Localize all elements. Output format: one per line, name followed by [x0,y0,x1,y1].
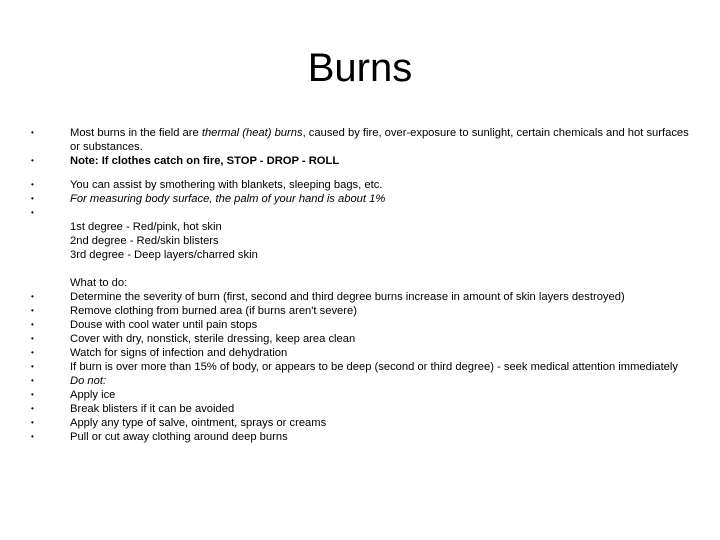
bullet: • [31,390,34,399]
list-item [0,402,720,416]
list-item-thermal-burns [0,126,720,154]
bullet: • [31,320,34,329]
text-segment: , caused by fire, over-exposure to sunlight, certain chemicals and hot surfaces or substances. [70,127,689,153]
list-item [0,430,720,444]
list-item [0,304,720,318]
list-item [0,416,720,430]
what-to-do-heading: What to do: [70,277,128,289]
slide-title: Burns [307,46,413,90]
bullet: • [31,194,34,203]
degree-3: 3rd degree - Deep layers/charred skin [70,249,258,261]
what-to-do-heading-row [0,276,720,290]
bullet: • [31,362,34,371]
degree-line [0,248,720,262]
list-item-palm [0,192,720,206]
list-item [0,360,720,374]
list-item [0,318,720,332]
list-item [0,388,720,402]
list-item [0,290,720,304]
step-text: Watch for signs of infection and dehydration [70,347,288,359]
do-not-heading: Do not: [70,375,107,387]
bullet: • [31,432,34,441]
do-not-text: Apply any type of salve, ointment, sprays or creams [70,417,327,429]
list-item [0,332,720,346]
note-text: Note: If clothes catch on fire, STOP - DROP - ROLL [70,155,340,167]
palm-text: For measuring body surface, the palm of your hand is about 1% [70,193,386,205]
list-item [0,346,720,360]
assist-text: You can assist by smothering with blankets, sleeping bags, etc. [70,179,383,191]
do-not-text: Pull or cut away clothing around deep burns [70,431,288,443]
degree-2: 2nd degree - Red/skin blisters [70,235,219,247]
bullet: • [31,156,34,165]
list-item-assist [0,178,720,192]
bullet: • [31,128,34,137]
bullet: • [31,404,34,413]
do-not-text: Apply ice [70,389,116,401]
list-item-do-not-heading [0,374,720,388]
bullet: • [31,334,34,343]
degree-line [0,234,720,248]
text-segment: Most burns in the field are [70,127,202,139]
bullet: • [31,376,34,385]
bullet: • [31,208,34,217]
list-item-note [0,154,720,168]
bullet: • [31,292,34,301]
slide-body [0,126,720,444]
emphasis-text: thermal (heat) burns [201,127,303,139]
step-text: Cover with dry, nonstick, sterile dressing, keep area clean [70,333,356,345]
bullet: • [31,418,34,427]
step-text: Remove clothing from burned area (if burns aren't severe) [70,305,357,317]
step-text: Douse with cool water until pain stops [70,319,258,331]
bullet: • [31,180,34,189]
bullet: • [31,306,34,315]
step-text: If burn is over more than 15% of body, or appears to be deep (second or third degree) - seek medical attention immediately [70,361,678,373]
do-not-text: Break blisters if it can be avoided [70,403,235,415]
degree-line [0,220,720,234]
list-item-empty [0,206,720,220]
step-text: Determine the severity of burn (first, second and third degree burns increase in amount of skin layers destroyed) [70,291,625,303]
degree-1: 1st degree - Red/pink, hot skin [70,221,222,233]
bullet: • [31,348,34,357]
